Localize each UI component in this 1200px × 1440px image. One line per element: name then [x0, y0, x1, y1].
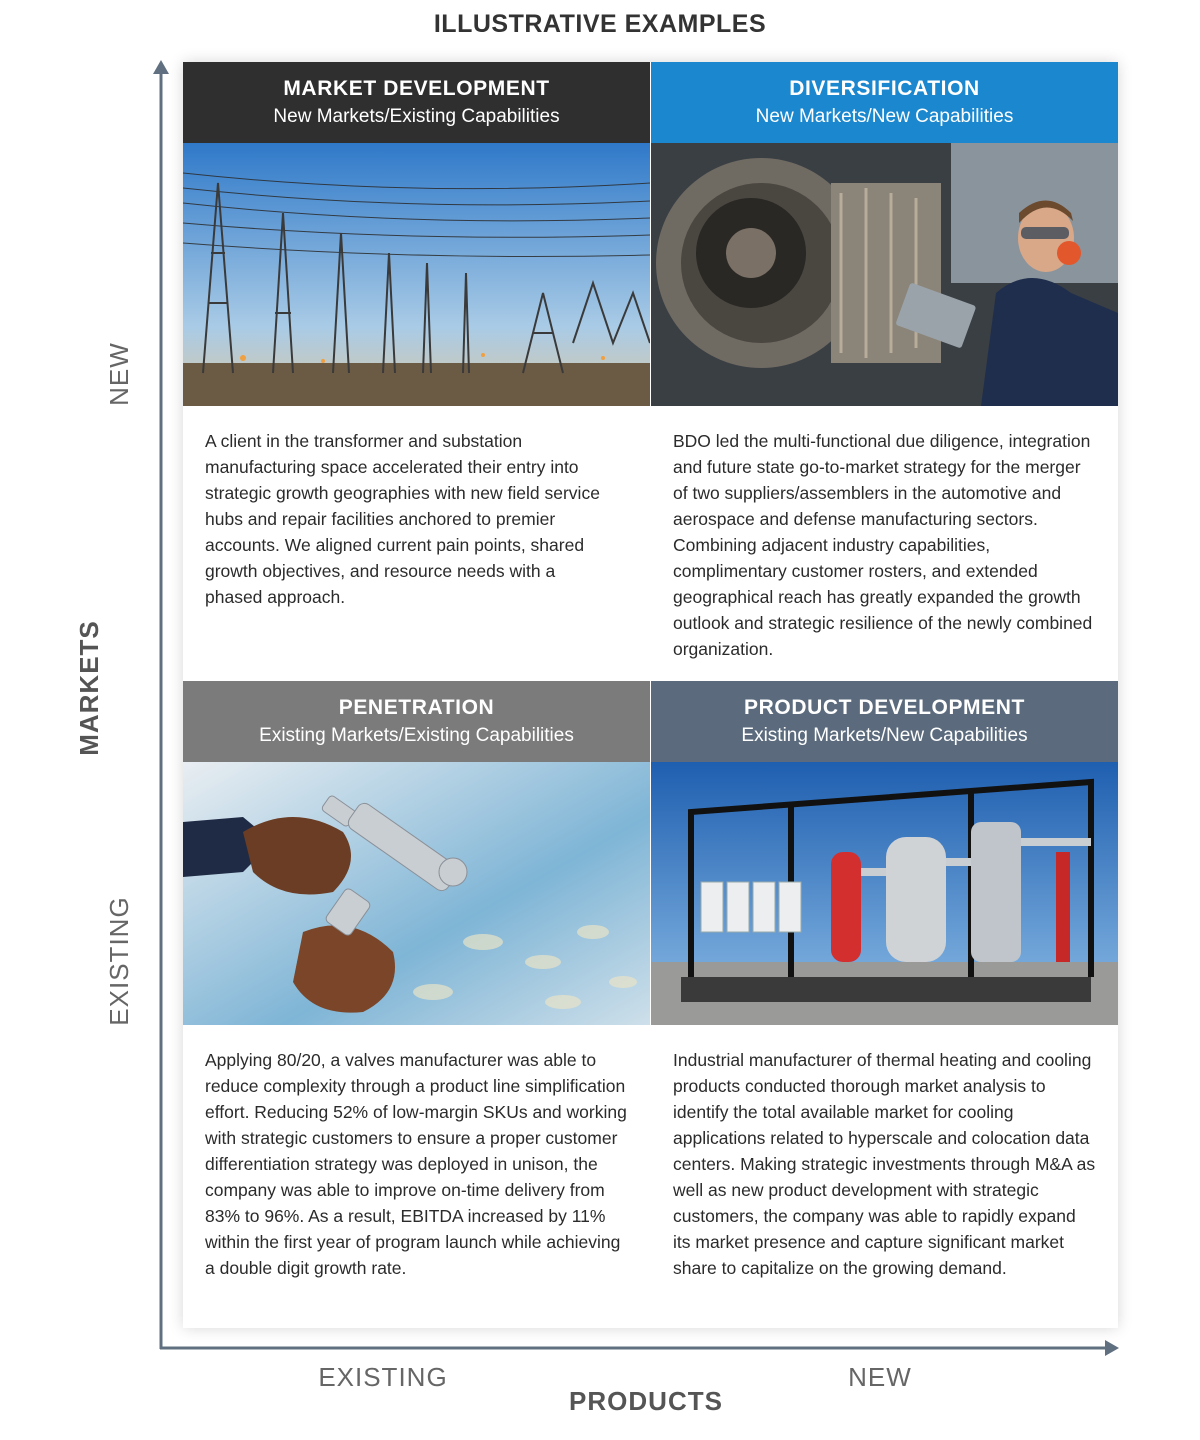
quadrant-title: MARKET DEVELOPMENT — [283, 77, 550, 100]
quadrant-subtitle: New Markets/New Capabilities — [755, 106, 1014, 127]
valve-inspection-photo — [183, 762, 650, 1025]
quadrant-description: BDO led the multi-functional due diligence, integration and future state go-to-market strategy for the merger of two suppliers/assemblers in the automotive and aerospace and defense manufacturing sectors. Combining adjacent industry capabilities, complimentary customer rosters, and extended geographical reach has greatly expanded the growth outlook and strategic resilience of the newly combined organization. — [673, 431, 1093, 659]
quadrant-description: A client in the transformer and substation manufacturing space accelerated their entry into strategic growth geographies with new field service hubs and repair facilities anchored to premier accounts. We aligned current pain points, shared growth objectives, and resource needs with a phased approach. — [205, 431, 600, 607]
quadrant-header — [183, 62, 650, 143]
y-axis-arrow-icon — [153, 60, 169, 74]
ansoff-matrix — [183, 62, 1118, 1328]
quadrant-header — [183, 681, 650, 762]
thermal-cooling-plant-photo — [651, 762, 1118, 1025]
x-axis-new-label: NEW — [848, 1362, 912, 1392]
quadrant-diversification — [651, 62, 1118, 662]
quadrant-market-development — [183, 62, 650, 610]
quadrant-header — [651, 681, 1118, 762]
y-axis-new-label: NEW — [104, 342, 134, 406]
quadrant-title: PRODUCT DEVELOPMENT — [744, 696, 1025, 719]
quadrant-description: Applying 80/20, a valves manufacturer was able to reduce complexity through a product line simplification effort. Reducing 52% of low-margin SKUs and working with strategic customers to ensure a proper customer differentiation strategy was deployed in unison, the company was able to improve on-time delivery from 83% to 96%. As a result, EBITDA increased by 11% within the first year of program launch while achieving a double digit growth rate. — [205, 1050, 627, 1278]
quadrant-subtitle: Existing Markets/New Capabilities — [741, 725, 1028, 746]
quadrant-header — [651, 62, 1118, 143]
x-axis-arrow-icon — [1105, 1340, 1119, 1356]
jet-engine-technician-photo — [651, 143, 1118, 406]
quadrant-description: Industrial manufacturer of thermal heating and cooling products conducted thorough market analysis to identify the total available market for cooling applications related to hyperscale and colocation data centers. Making strategic investments through M&A as well as new product development with strategic customers, the company was able to rapidly expand its market presence and capture significant market share to capitalize on the growing demand. — [673, 1050, 1096, 1278]
page-title: ILLUSTRATIVE EXAMPLES — [433, 10, 767, 38]
x-axis-title: PRODUCTS — [569, 1386, 723, 1416]
quadrant-subtitle: New Markets/Existing Capabilities — [273, 106, 560, 127]
quadrant-product-development — [651, 681, 1118, 1281]
y-axis-existing-label: EXISTING — [104, 896, 134, 1026]
quadrant-title: PENETRATION — [338, 696, 495, 719]
y-axis-title: MARKETS — [74, 620, 104, 756]
electrical-substation-photo — [183, 143, 650, 406]
quadrant-subtitle: Existing Markets/Existing Capabilities — [259, 725, 574, 746]
quadrant-title: DIVERSIFICATION — [789, 77, 980, 100]
quadrant-penetration — [183, 681, 650, 1281]
x-axis-existing-label: EXISTING — [318, 1362, 448, 1392]
